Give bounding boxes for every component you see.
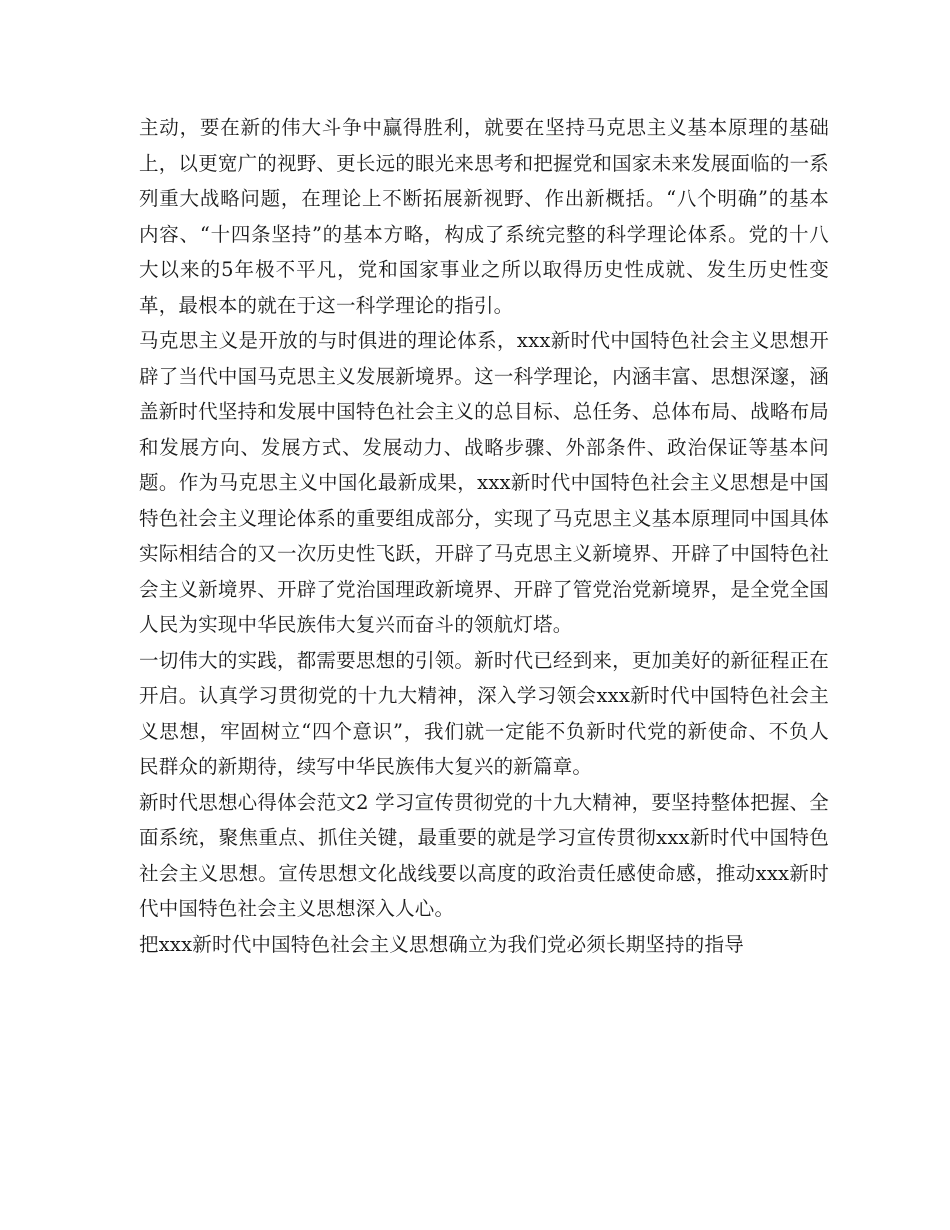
paragraph-4: 新时代思想心得体会范文2 学习宣传贯彻党的十九大精神，要坚持整体把握、全面系统，聚焦重点、抓住关键，最重要的就是学习宣传贯彻xxx新时代中国特色社会主义思想。宣传思想文化战线要以高度的政治责任感使命感，推动xxx新时代中国特色社会主义思想深入人心。 <box>139 790 829 920</box>
paragraph-5: 把xxx新时代中国特色社会主义思想确立为我们党必须长期坚持的指导 <box>139 932 744 956</box>
document-body <box>139 110 829 962</box>
paragraph-3: 一切伟大的实践，都需要思想的引领。新时代已经到来，更加美好的新征程正在开启。认真学习贯彻党的十九大精神，深入学习领会xxx新时代中国特色社会主义思想，牢固树立“四个意识”，我们就一定能不负新时代党的新使命、不负人民群众的新期待，续写中华民族伟大复兴的新篇章。 <box>139 648 829 778</box>
paragraph-2: 马克思主义是开放的与时俱进的理论体系，xxx新时代中国特色社会主义思想开辟了当代中国马克思主义发展新境界。这一科学理论，内涵丰富、思想深邃，涵盖新时代坚持和发展中国特色社会主义的总目标、总任务、总体布局、战略布局和发展方向、发展方式、发展动力、战略步骤、外部条件、政治保证等基本问题。作为马克思主义中国化最新成果，xxx新时代中国特色社会主义思想是中国特色社会主义理论体系的重要组成部分，实现了马克思主义基本原理同中国具体实际相结合的又一次历史性飞跃，开辟了马克思主义新境界、开辟了中国特色社会主义新境界、开辟了党治国理政新境界、开辟了管党治党新境界，是全党全国人民为实现中华民族伟大复兴而奋斗的领航灯塔。 <box>139 329 829 636</box>
paragraph-1: 主动，要在新的伟大斗争中赢得胜利，就要在坚持马克思主义基本原理的基础上，以更宽广的视野、更长远的眼光来思考和把握党和国家未来发展面临的一系列重大战略问题，在理论上不断拓展新视野、作出新概括。“八个明确”的基本内容、“十四条坚持”的基本方略，构成了系统完整的科学理论体系。党的十八大以来的5年极不平凡，党和国家事业之所以取得历史性成就、发生历史性变革，最根本的就在于这一科学理论的指引。 <box>139 116 829 317</box>
